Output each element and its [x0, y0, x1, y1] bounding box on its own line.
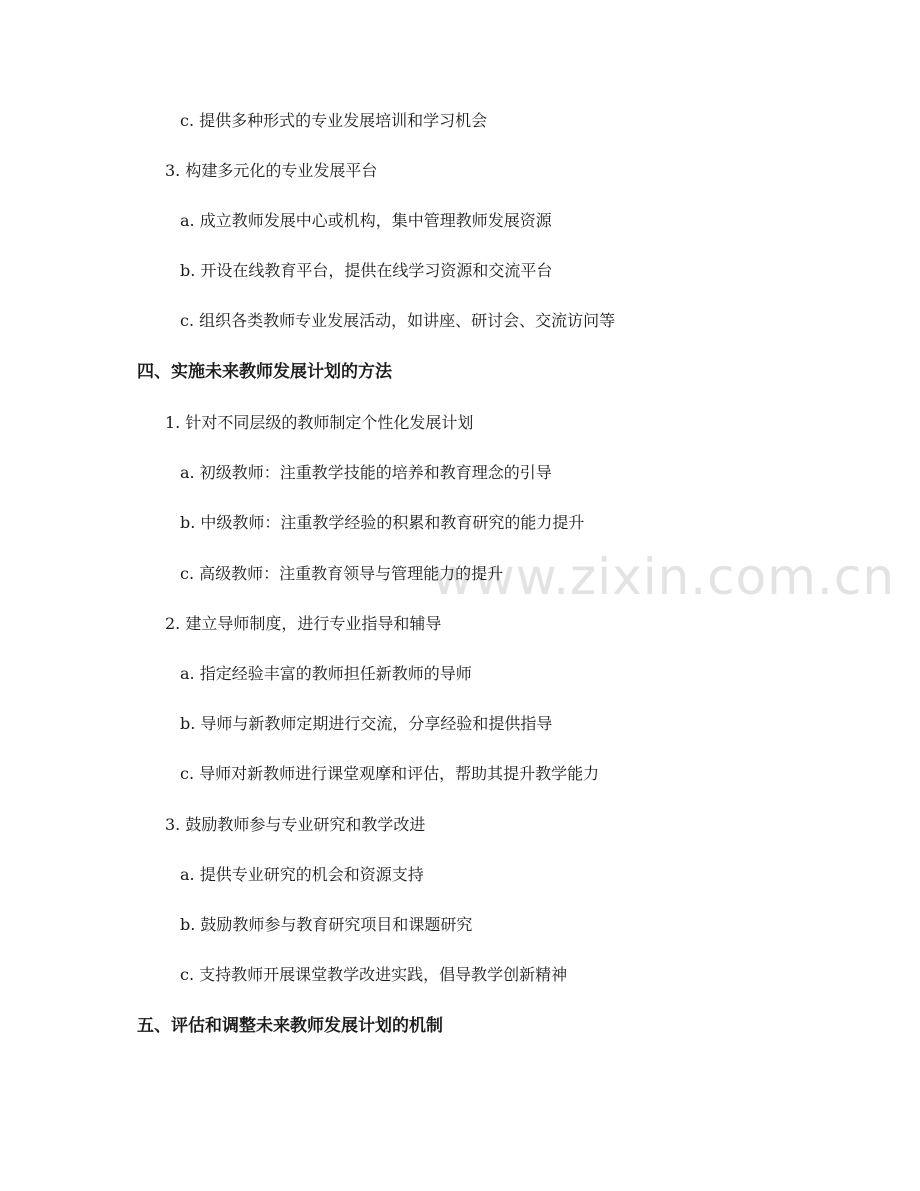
- list-item: a. 指定经验丰富的教师担任新教师的导师: [180, 664, 472, 683]
- list-item: c. 组织各类教师专业发展活动，如讲座、研讨会、交流访问等: [180, 311, 616, 330]
- list-item: b. 导师与新教师定期进行交流，分享经验和提供指导: [180, 714, 553, 733]
- list-item: b. 鼓励教师参与教育研究项目和课题研究: [180, 915, 473, 934]
- list-item: 2. 建立导师制度，进行专业指导和辅导: [165, 614, 442, 633]
- list-item: 3. 鼓励教师参与专业研究和教学改进: [165, 815, 426, 834]
- list-item: c. 高级教师：注重教育领导与管理能力的提升: [180, 564, 504, 583]
- list-item: c. 提供多种形式的专业发展培训和学习机会: [180, 111, 488, 130]
- list-item: 1. 针对不同层级的教师制定个性化发展计划: [165, 413, 474, 432]
- list-item: 3. 构建多元化的专业发展平台: [165, 161, 378, 180]
- watermark: www.zixin.com.cn: [432, 548, 896, 606]
- list-item: b. 开设在线教育平台，提供在线学习资源和交流平台: [180, 261, 553, 280]
- list-item: a. 成立教师发展中心或机构，集中管理教师发展资源: [180, 211, 552, 230]
- list-item: a. 提供专业研究的机会和资源支持: [180, 865, 424, 884]
- list-item: a. 初级教师：注重教学技能的培养和教育理念的引导: [180, 463, 552, 482]
- list-item: b. 中级教师：注重教学经验的积累和教育研究的能力提升: [180, 513, 585, 532]
- list-item: c. 导师对新教师进行课堂观摩和评估，帮助其提升教学能力: [180, 764, 600, 783]
- section-heading: 四、实施未来教师发展计划的方法: [137, 362, 392, 382]
- section-heading: 五、评估和调整未来教师发展计划的机制: [137, 1016, 443, 1036]
- list-item: c. 支持教师开展课堂教学改进实践，倡导教学创新精神: [180, 965, 568, 984]
